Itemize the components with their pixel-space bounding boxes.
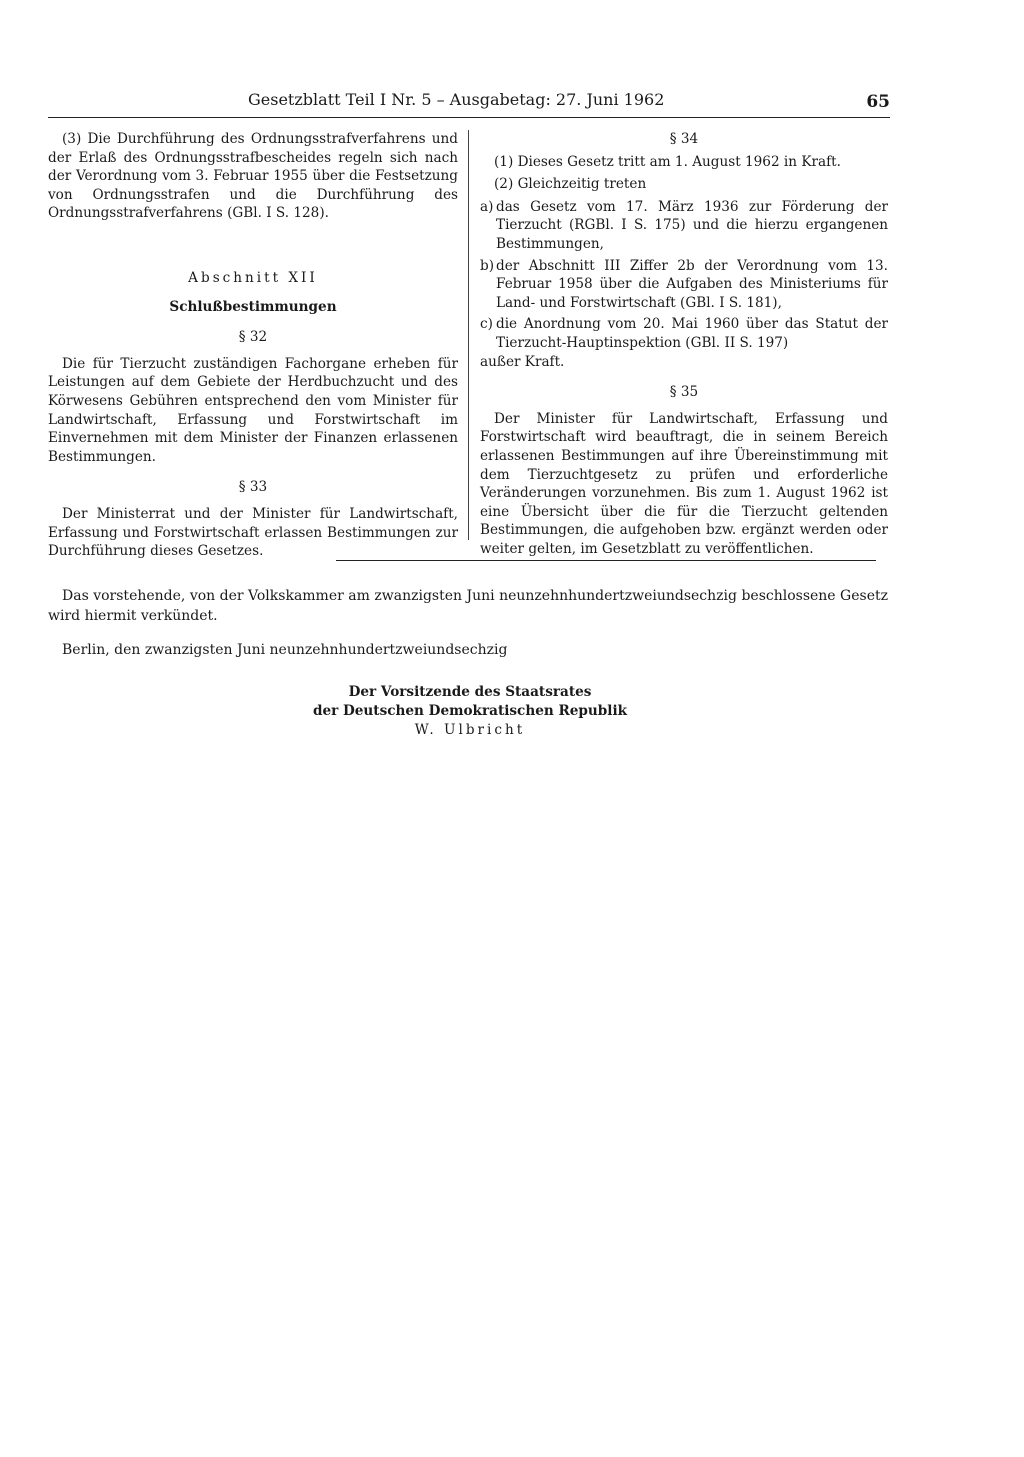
signature-line-2: der Deutschen Demokratischen Republik <box>312 703 628 719</box>
right-column <box>480 130 888 558</box>
paragraph-34-2: (2) Gleichzeitig treten <box>494 176 647 193</box>
closing-rule <box>336 560 876 561</box>
section-title: Schlußbestimmungen <box>169 298 337 315</box>
promulgation-text: Das vorstehende, von der Volkskammer am zwanzigsten Juni neunzehnhundertzweiundsechzig beschlossene Gesetz wird hiermit verkündet. <box>48 588 888 624</box>
paragraph-32-text: Die für Tierzucht zuständigen Fachorgane erheben für Leistungen auf dem Gebiete der Herdbuchzucht und des Körwesens Gebühren entsprechend den vom Minister für Landwirtschaft, Erfassung und Forstwirtschaft im Einvernehmen mit dem Minister der Finanzen erlassenen Bestimmungen. <box>48 355 458 465</box>
signature-block <box>250 683 690 740</box>
place-date: Berlin, den zwanzigsten Juni neunzehnhundertzweiundsechzig <box>62 642 508 658</box>
paragraph-34-end: außer Kraft. <box>480 353 565 370</box>
list-item-label: b) <box>480 257 495 274</box>
list-item-label: c) <box>480 316 493 333</box>
paragraph-33-text: Der Ministerrat und der Minister für Landwirtschaft, Erfassung und Forstwirtschaft erlassen Bestimmungen zur Durchführung dieses Gesetzes. <box>48 505 458 560</box>
paragraph-33-number: § 33 <box>238 479 268 496</box>
list-item-text: das Gesetz vom 17. März 1936 zur Förderung der Tierzucht (RGBl. I S. 175) und die hierzu ergangenen Bestimmungen, <box>496 198 888 252</box>
left-column <box>48 130 458 561</box>
paragraph-34-number: § 34 <box>669 131 699 147</box>
list-item-text: der Abschnitt III Ziffer 2b der Verordnung vom 13. Februar 1958 über die Aufgaben des Ministeriums für Land- und Forstwirtschaft (GBl. I S. 181), <box>496 257 888 311</box>
paragraph-32-number: § 32 <box>238 329 268 346</box>
header-title: Gesetzblatt Teil I Nr. 5 – Ausgabetag: 27. Juni 1962 <box>248 90 665 109</box>
list-item-text: die Anordnung vom 20. Mai 1960 über das Statut der Tierzucht-Hauptinspektion (GBl. II S. 197) <box>496 316 888 351</box>
list-item-label: a) <box>480 198 494 215</box>
paragraph-35-text: Der Minister für Landwirtschaft, Erfassung und Forstwirtschaft wird beauftragt, die in seinem Bereich erlassenen Bestimmungen auf ihre Übereinstimmung mit dem Tierzuchtgesetz zu prüfen und erforderliche Veränderungen vorzunehmen. Bis zum 1. August 1962 ist eine Übersicht über die für die Tierzucht geltenden Bestimmungen, die aufgehoben bzw. ergänzt werden oder weiter gelten, im Gesetzblatt zu veröffentlichen. <box>480 410 888 557</box>
list-item-c <box>480 315 888 352</box>
signature-line-1: Der Vorsitzende des Staatsrates <box>348 684 592 700</box>
column-divider <box>468 130 469 540</box>
paragraph-34-1: (1) Dieses Gesetz tritt am 1. August 1962 in Kraft. <box>494 153 841 170</box>
promulgation-block <box>48 586 888 660</box>
list-item-a <box>480 198 888 254</box>
section-heading: Abschnitt XII <box>188 269 318 286</box>
paragraph-35-number: § 35 <box>669 384 699 401</box>
header-rule <box>48 117 890 118</box>
paragraph-31-3: (3) Die Durchführung des Ordnungsstrafverfahrens und der Erlaß des Ordnungsstrafbescheides regeln sich nach der Verordnung vom 3. Februar 1955 über die Festsetzung von Ordnungsstrafen und die Durchführung des Ordnungsstrafverfahrens (GBl. I S. 128). <box>48 131 458 222</box>
page-header <box>48 90 890 112</box>
signatory-name: W. Ulbricht <box>414 722 526 738</box>
list-item-b <box>480 257 888 313</box>
page-number: 65 <box>866 92 890 112</box>
